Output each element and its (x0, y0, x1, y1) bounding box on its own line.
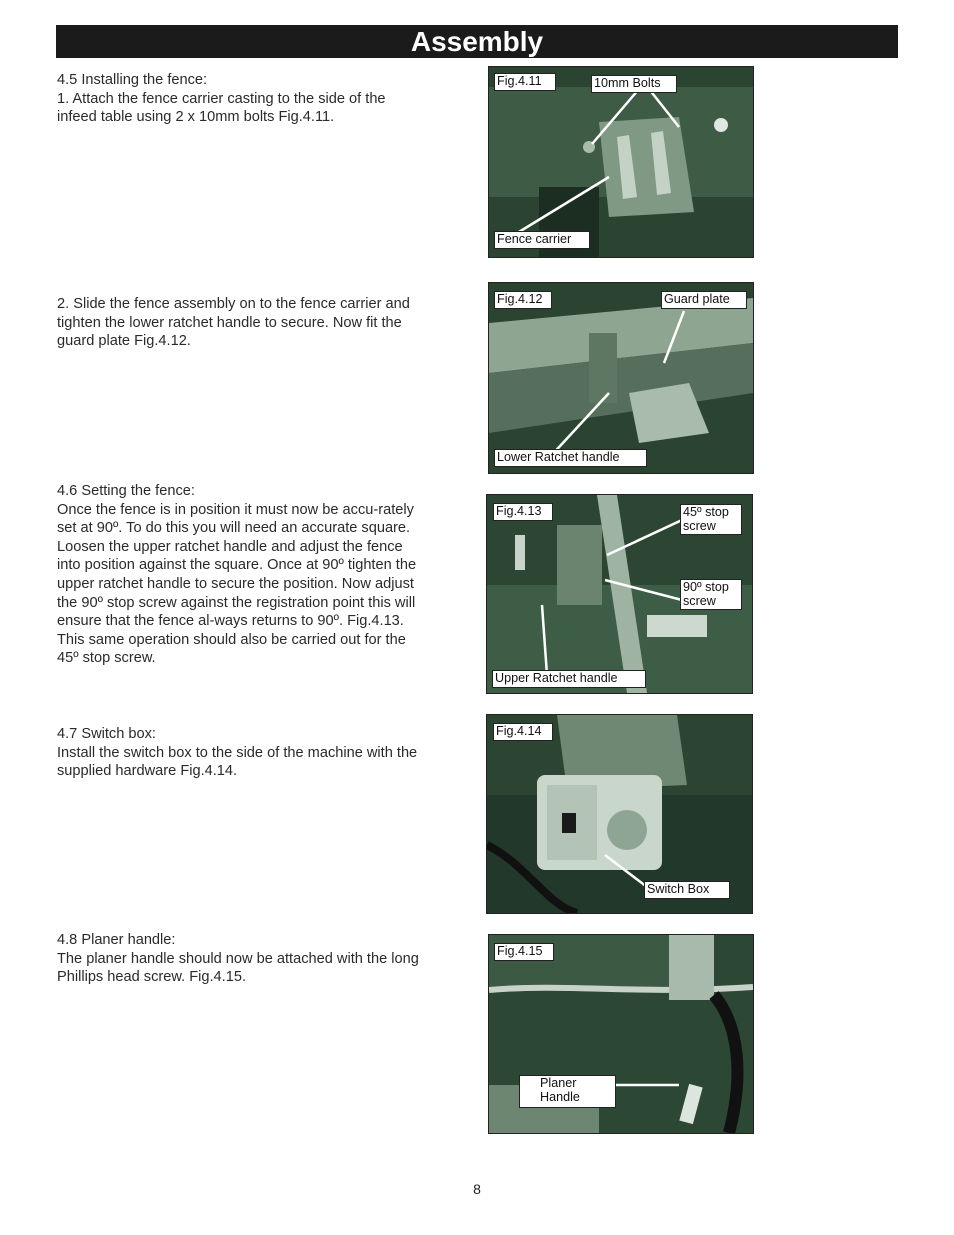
figure-4-14 (486, 714, 753, 914)
figure-4-13 (486, 494, 753, 694)
figure-caption: Fig.4.15 (494, 943, 554, 961)
section-slide-fence (57, 295, 427, 351)
callout-planer-handle: Planer Handle (519, 1075, 616, 1108)
section-body: Install the switch box to the side of the machine with the supplied hardware Fig.4.14. (57, 744, 418, 780)
figure-4-11 (488, 66, 754, 258)
section-planer-handle (57, 931, 427, 987)
callout-fence-carrier: Fence carrier (494, 231, 590, 249)
figure-caption: Fig.4.12 (494, 291, 552, 309)
figure-caption: Fig.4.11 (494, 73, 556, 91)
callout-10mm-bolts: 10mm Bolts (591, 75, 677, 93)
guard-plate-photo (489, 283, 753, 473)
section-body: Once the fence is in position it must now be accu-rately set at 90º. To do this you will need an accurate square. Loosen the upper ratchet handle and adjust the fence into position against the square. Once at 90º tighten the upper ratchet handle to secure the position. Now adjust the 90º stop screw against the registration point this will ensure that the fence al-ways returns to 90º. Fig.4.13. (57, 501, 417, 630)
section-heading: 4.6 Setting the fence: (57, 483, 195, 499)
section-body: 2. Slide the fence assembly on to the fence carrier and tighten the lower ratchet handle to secure. Now fit the guard plate Fig.4.12. (57, 296, 410, 350)
page-title: Assembly (56, 25, 898, 58)
section-heading: 4.5 Installing the fence: (57, 72, 208, 88)
figure-caption: Fig.4.13 (493, 503, 553, 521)
callout-upper-ratchet-handle: Upper Ratchet handle (492, 670, 646, 688)
section-setting-fence (57, 482, 427, 668)
figure-4-15 (488, 934, 754, 1134)
callout-switch-box: Switch Box (644, 881, 730, 899)
page-number: 8 (473, 1181, 481, 1197)
section-heading: 4.8 Planer handle: (57, 932, 176, 948)
figure-caption: Fig.4.14 (493, 723, 553, 741)
section-body: This same operation should also be carried out for the 45º stop screw. (57, 631, 406, 667)
callout-90-stop-screw: 90º stop screw (680, 579, 742, 610)
section-body: The planer handle should now be attached with the long Phillips head screw. Fig.4.15. (57, 950, 419, 986)
section-installing-fence (57, 71, 427, 127)
section-switch-box (57, 725, 427, 781)
section-heading: 4.7 Switch box: (57, 726, 156, 742)
callout-lower-ratchet-handle: Lower Ratchet handle (494, 449, 647, 467)
figure-4-12 (488, 282, 754, 474)
callout-guard-plate: Guard plate (661, 291, 747, 309)
section-body: 1. Attach the fence carrier casting to the side of the infeed table using 2 x 10mm bolts Fig.4.11. (57, 90, 386, 126)
fence-carrier-photo (489, 67, 753, 257)
callout-45-stop-screw: 45º stop screw (680, 504, 742, 535)
